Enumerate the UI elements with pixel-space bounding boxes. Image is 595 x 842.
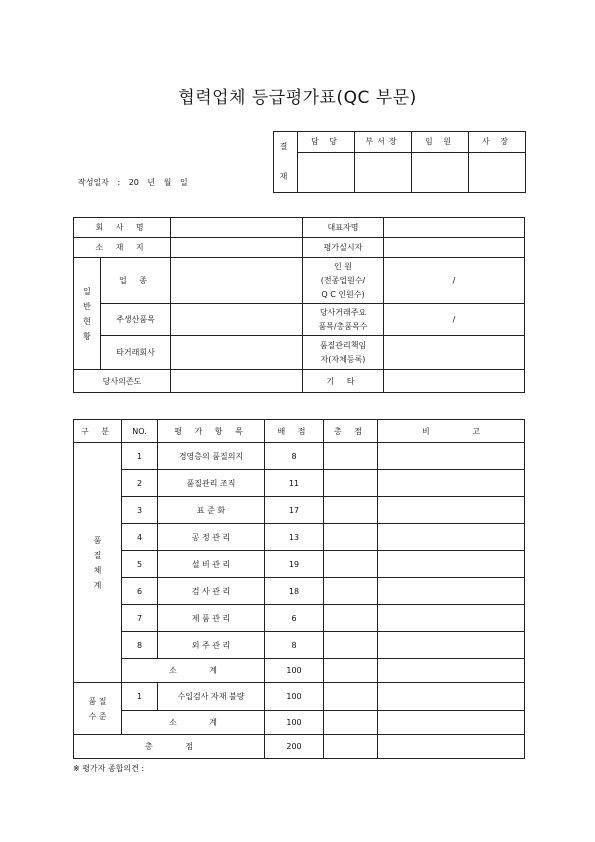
header-remarks: 비 고 xyxy=(378,420,525,443)
remarks-field[interactable] xyxy=(378,632,525,659)
other-clients-field[interactable] xyxy=(171,336,303,370)
staff-label xyxy=(303,258,384,304)
company-name-field[interactable] xyxy=(171,218,303,238)
subtotal-remarks-field[interactable] xyxy=(378,711,525,735)
item-no: 5 xyxy=(122,551,158,578)
staff-label-line: (전종업원수/ xyxy=(320,275,366,285)
ceo-field[interactable] xyxy=(384,218,525,238)
remarks-field[interactable] xyxy=(378,470,525,497)
item-points: 8 xyxy=(265,443,324,470)
remarks-field[interactable] xyxy=(378,683,525,711)
quality-system-char: 체 xyxy=(93,565,102,575)
evaluation-row xyxy=(74,551,525,578)
company-info-table xyxy=(73,217,525,393)
total-score-field[interactable] xyxy=(324,735,378,759)
trade-items-label-line: 품목/총품목수 xyxy=(318,321,368,331)
industry-label: 업 종 xyxy=(101,258,171,304)
quality-level-category xyxy=(74,683,122,735)
header-score: 총 점 xyxy=(324,420,378,443)
approval-label-char: 재 xyxy=(279,172,292,181)
subtotal-label: 소 계 xyxy=(122,711,265,735)
subtotal-points: 100 xyxy=(265,711,324,735)
remarks-field[interactable] xyxy=(378,551,525,578)
subtotal-points: 100 xyxy=(265,659,324,683)
item-points: 18 xyxy=(265,578,324,605)
item-no: 4 xyxy=(122,524,158,551)
trade-items-field[interactable]: / xyxy=(384,304,525,336)
evaluation-row xyxy=(74,497,525,524)
evaluation-row xyxy=(74,524,525,551)
industry-field[interactable] xyxy=(171,258,303,304)
remarks-field[interactable] xyxy=(378,605,525,632)
general-status-char: 황 xyxy=(83,331,91,341)
header-category: 구 분 xyxy=(74,420,122,443)
item-points: 13 xyxy=(265,524,324,551)
quality-system-char: 계 xyxy=(93,580,102,590)
staff-field[interactable]: / xyxy=(384,258,525,304)
item-name: 제 품 관 리 xyxy=(158,605,265,632)
score-field[interactable] xyxy=(324,524,378,551)
level-subtotal-row xyxy=(74,711,525,735)
evaluation-row xyxy=(74,632,525,659)
item-name: 품질관리 조직 xyxy=(158,470,265,497)
item-name: 수입검사 자재 불량 xyxy=(158,683,265,711)
item-points: 19 xyxy=(265,551,324,578)
trade-items-label-line: 당사거래주요 xyxy=(319,307,367,317)
quality-manager-field[interactable] xyxy=(384,336,525,370)
approval-label xyxy=(274,132,298,193)
item-name: 외 주 관 리 xyxy=(158,632,265,659)
item-points: 100 xyxy=(265,683,324,711)
evaluator-field[interactable] xyxy=(384,238,525,258)
evaluation-row xyxy=(74,683,525,711)
score-field[interactable] xyxy=(324,497,378,524)
score-field[interactable] xyxy=(324,443,378,470)
quality-level-char: 수 준 xyxy=(88,711,107,721)
address-label: 소 재 지 xyxy=(74,238,171,258)
evaluation-header-row xyxy=(74,420,525,443)
item-no: 7 xyxy=(122,605,158,632)
header-points: 배 점 xyxy=(265,420,324,443)
approval-col-staff: 담 당 xyxy=(298,132,355,153)
approval-col-manager: 부서장 xyxy=(355,132,412,153)
general-status-label xyxy=(74,258,101,370)
system-subtotal-row xyxy=(74,659,525,683)
subtotal-score-field[interactable] xyxy=(324,659,378,683)
score-field[interactable] xyxy=(324,578,378,605)
evaluation-row xyxy=(74,470,525,497)
item-points: 6 xyxy=(265,605,324,632)
total-label: 총 점 xyxy=(74,735,265,759)
evaluation-table xyxy=(73,419,525,759)
quality-system-char: 품 xyxy=(93,535,102,545)
quality-level-char: 품 질 xyxy=(88,696,107,706)
score-field[interactable] xyxy=(324,632,378,659)
signature-field-president[interactable] xyxy=(469,152,526,192)
item-points: 11 xyxy=(265,470,324,497)
quality-manager-label-line: 품질관리책임 xyxy=(319,340,367,350)
quality-system-char: 질 xyxy=(93,550,102,560)
ceo-label: 대표자명 xyxy=(303,218,384,238)
score-field[interactable] xyxy=(324,605,378,632)
etc-label: 기 타 xyxy=(303,370,384,393)
trade-items-label xyxy=(303,304,384,336)
header-item: 평 가 항 목 xyxy=(158,420,265,443)
item-no: 6 xyxy=(122,578,158,605)
header-no: NO. xyxy=(122,420,158,443)
score-field[interactable] xyxy=(324,551,378,578)
remarks-field[interactable] xyxy=(378,524,525,551)
etc-field[interactable] xyxy=(384,370,525,393)
quality-manager-label-line: 자(자체등록) xyxy=(320,354,366,364)
item-name: 설 비 관 리 xyxy=(158,551,265,578)
subtotal-score-field[interactable] xyxy=(324,711,378,735)
score-field[interactable] xyxy=(324,470,378,497)
quality-manager-label xyxy=(303,336,384,370)
item-no: 1 xyxy=(122,443,158,470)
remarks-field[interactable] xyxy=(378,497,525,524)
signature-field-staff[interactable] xyxy=(298,152,355,192)
item-name: 공 정 관 리 xyxy=(158,524,265,551)
approval-box xyxy=(273,131,526,193)
evaluator-comment-label: ※ 평가자 종합의견 : xyxy=(73,764,145,773)
total-points: 200 xyxy=(265,735,324,759)
other-clients-label: 타거래회사 xyxy=(101,336,171,370)
general-status-char: 현 xyxy=(83,316,91,326)
main-products-field[interactable] xyxy=(171,304,303,336)
approval-label-char: 결 xyxy=(279,142,292,151)
remarks-field[interactable] xyxy=(378,578,525,605)
total-remarks-field[interactable] xyxy=(378,735,525,759)
address-field[interactable] xyxy=(171,238,303,258)
evaluator-label: 평가실시자 xyxy=(303,238,384,258)
item-name: 경영층의 품질의지 xyxy=(158,443,265,470)
total-row xyxy=(74,735,525,759)
evaluation-row xyxy=(74,578,525,605)
approval-col-executive: 임 원 xyxy=(412,132,469,153)
score-field[interactable] xyxy=(324,683,378,711)
company-name-label: 회 사 명 xyxy=(74,218,171,238)
main-products-label: 주생산품목 xyxy=(101,304,171,336)
approval-col-president: 사 장 xyxy=(469,132,526,153)
item-no: 2 xyxy=(122,470,158,497)
signature-field-executive[interactable] xyxy=(412,152,469,192)
evaluation-row xyxy=(74,443,525,470)
item-points: 17 xyxy=(265,497,324,524)
staff-label-line: 인 원 xyxy=(334,261,352,271)
item-no: 1 xyxy=(122,683,158,711)
staff-label-line: Q C 인원수) xyxy=(321,289,365,299)
document-title: 협력업체 등급평가표(QC 부문) xyxy=(178,88,417,108)
date-line: 작성일자 : 20 년 월 일 xyxy=(78,178,188,187)
quality-system-category xyxy=(74,443,122,683)
item-no: 3 xyxy=(122,497,158,524)
item-name: 검 사 관 리 xyxy=(158,578,265,605)
general-status-char: 일 xyxy=(83,286,91,296)
remarks-field[interactable] xyxy=(378,443,525,470)
item-no: 8 xyxy=(122,632,158,659)
item-name: 표 준 화 xyxy=(158,497,265,524)
dependency-field[interactable] xyxy=(171,370,303,393)
evaluation-row xyxy=(74,605,525,632)
general-status-char: 반 xyxy=(83,301,91,311)
subtotal-label: 소 계 xyxy=(122,659,265,683)
item-points: 8 xyxy=(265,632,324,659)
signature-field-manager[interactable] xyxy=(355,152,412,192)
subtotal-remarks-field[interactable] xyxy=(378,659,525,683)
dependency-label: 당사의존도 xyxy=(74,370,171,393)
